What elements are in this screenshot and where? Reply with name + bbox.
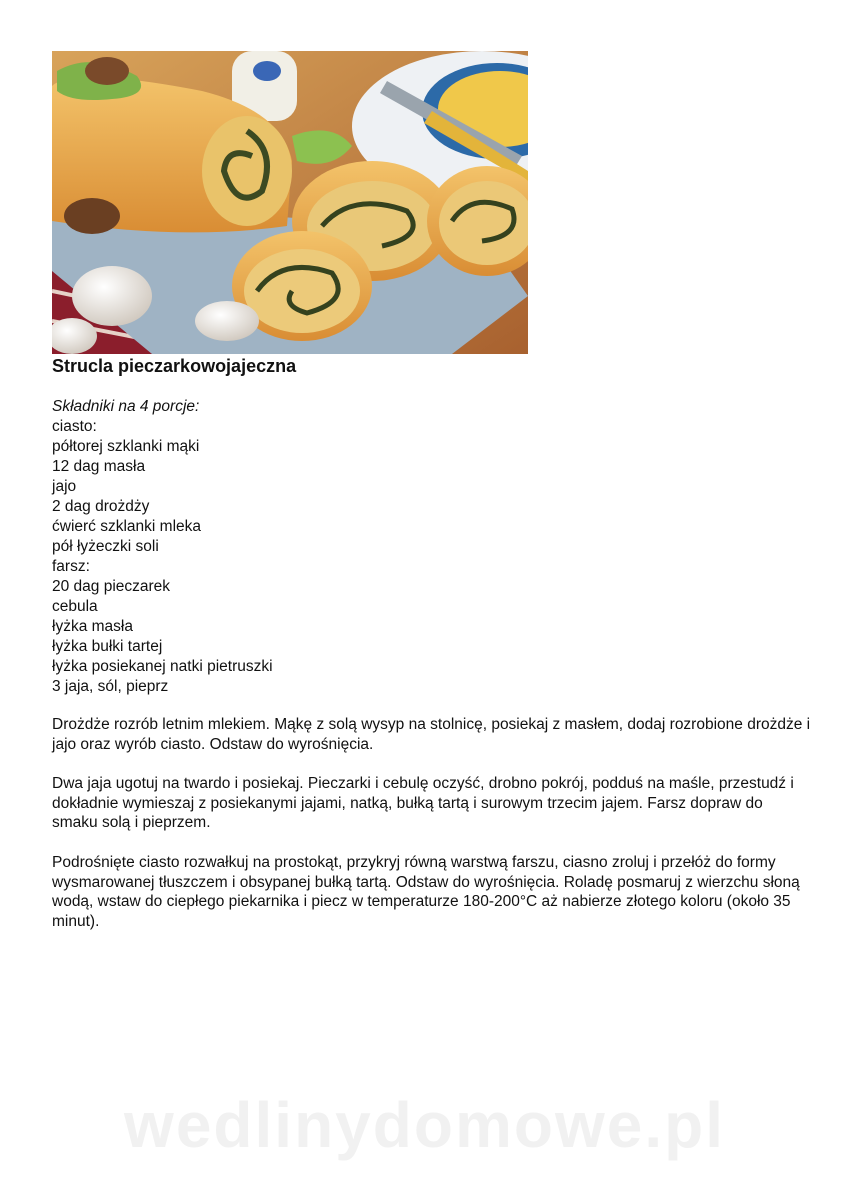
instruction-paragraph: Dwa jaja ugotuj na twardo i posiekaj. Pieczarki i cebulę oczyść, drobno pokrój, podduś na maśle, przestudź i dokładnie wymieszaj z posiekanymi jajami, natką, bułką tartą i surowym trzecim jajem. Farsz dopraw do smaku solą i pieprzem. [52, 775, 794, 831]
ingredient-item: łyżka posiekanej natki pietruszki [52, 658, 273, 675]
instruction-paragraph: Podrośnięte ciasto rozwałkuj na prostokąt, przykryj równą warstwą farszu, ciasno zroluj i przełóż do formy wysmarowanej tłuszczem i obsypanej bułką tartą. Odstaw do wyrośnięcia. Roladę posmaruj z wierzchu słoną wodą, wstaw do ciepłego piekarnika i piecz w temperaturze 180-200°C aż nabierze złotego koloru (około 35 minut). [52, 854, 800, 930]
ingredient-item: ćwierć szklanki mleka [52, 518, 202, 535]
ingredient-item: łyżka bułki tartej [52, 638, 163, 655]
ingredient-item: cebula [52, 598, 98, 615]
ingredient-item: 3 jaja, sól, pieprz [52, 678, 169, 695]
ingredient-item: farsz: [52, 558, 90, 575]
ingredient-item: ciasto: [52, 418, 97, 435]
ingredient-item: jajo [52, 478, 77, 495]
ingredient-item: 20 dag pieczarek [52, 578, 171, 595]
ingredient-item: półtorej szklanki mąki [52, 438, 200, 455]
ingredients-heading: Składniki na 4 porcje: [52, 398, 200, 415]
ingredients-list [52, 397, 273, 697]
ingredient-item: pół łyżeczki soli [52, 538, 159, 555]
ingredient-item: 2 dag drożdży [52, 498, 150, 515]
recipe-photo [52, 51, 528, 354]
ingredient-item: łyżka masła [52, 618, 133, 635]
ingredient-item: 12 dag masła [52, 458, 146, 475]
instruction-paragraph: Drożdże rozrób letnim mlekiem. Mąkę z solą wysyp na stolnicę, posiekaj z masłem, dodaj rozrobione drożdże i jajo oraz wyrób ciasto. Odstaw do wyrośnięcia. [52, 716, 811, 753]
recipe-title: Strucla pieczarkowojajeczna [52, 356, 297, 376]
watermark: wedlinydomowe.pl [124, 1089, 725, 1161]
